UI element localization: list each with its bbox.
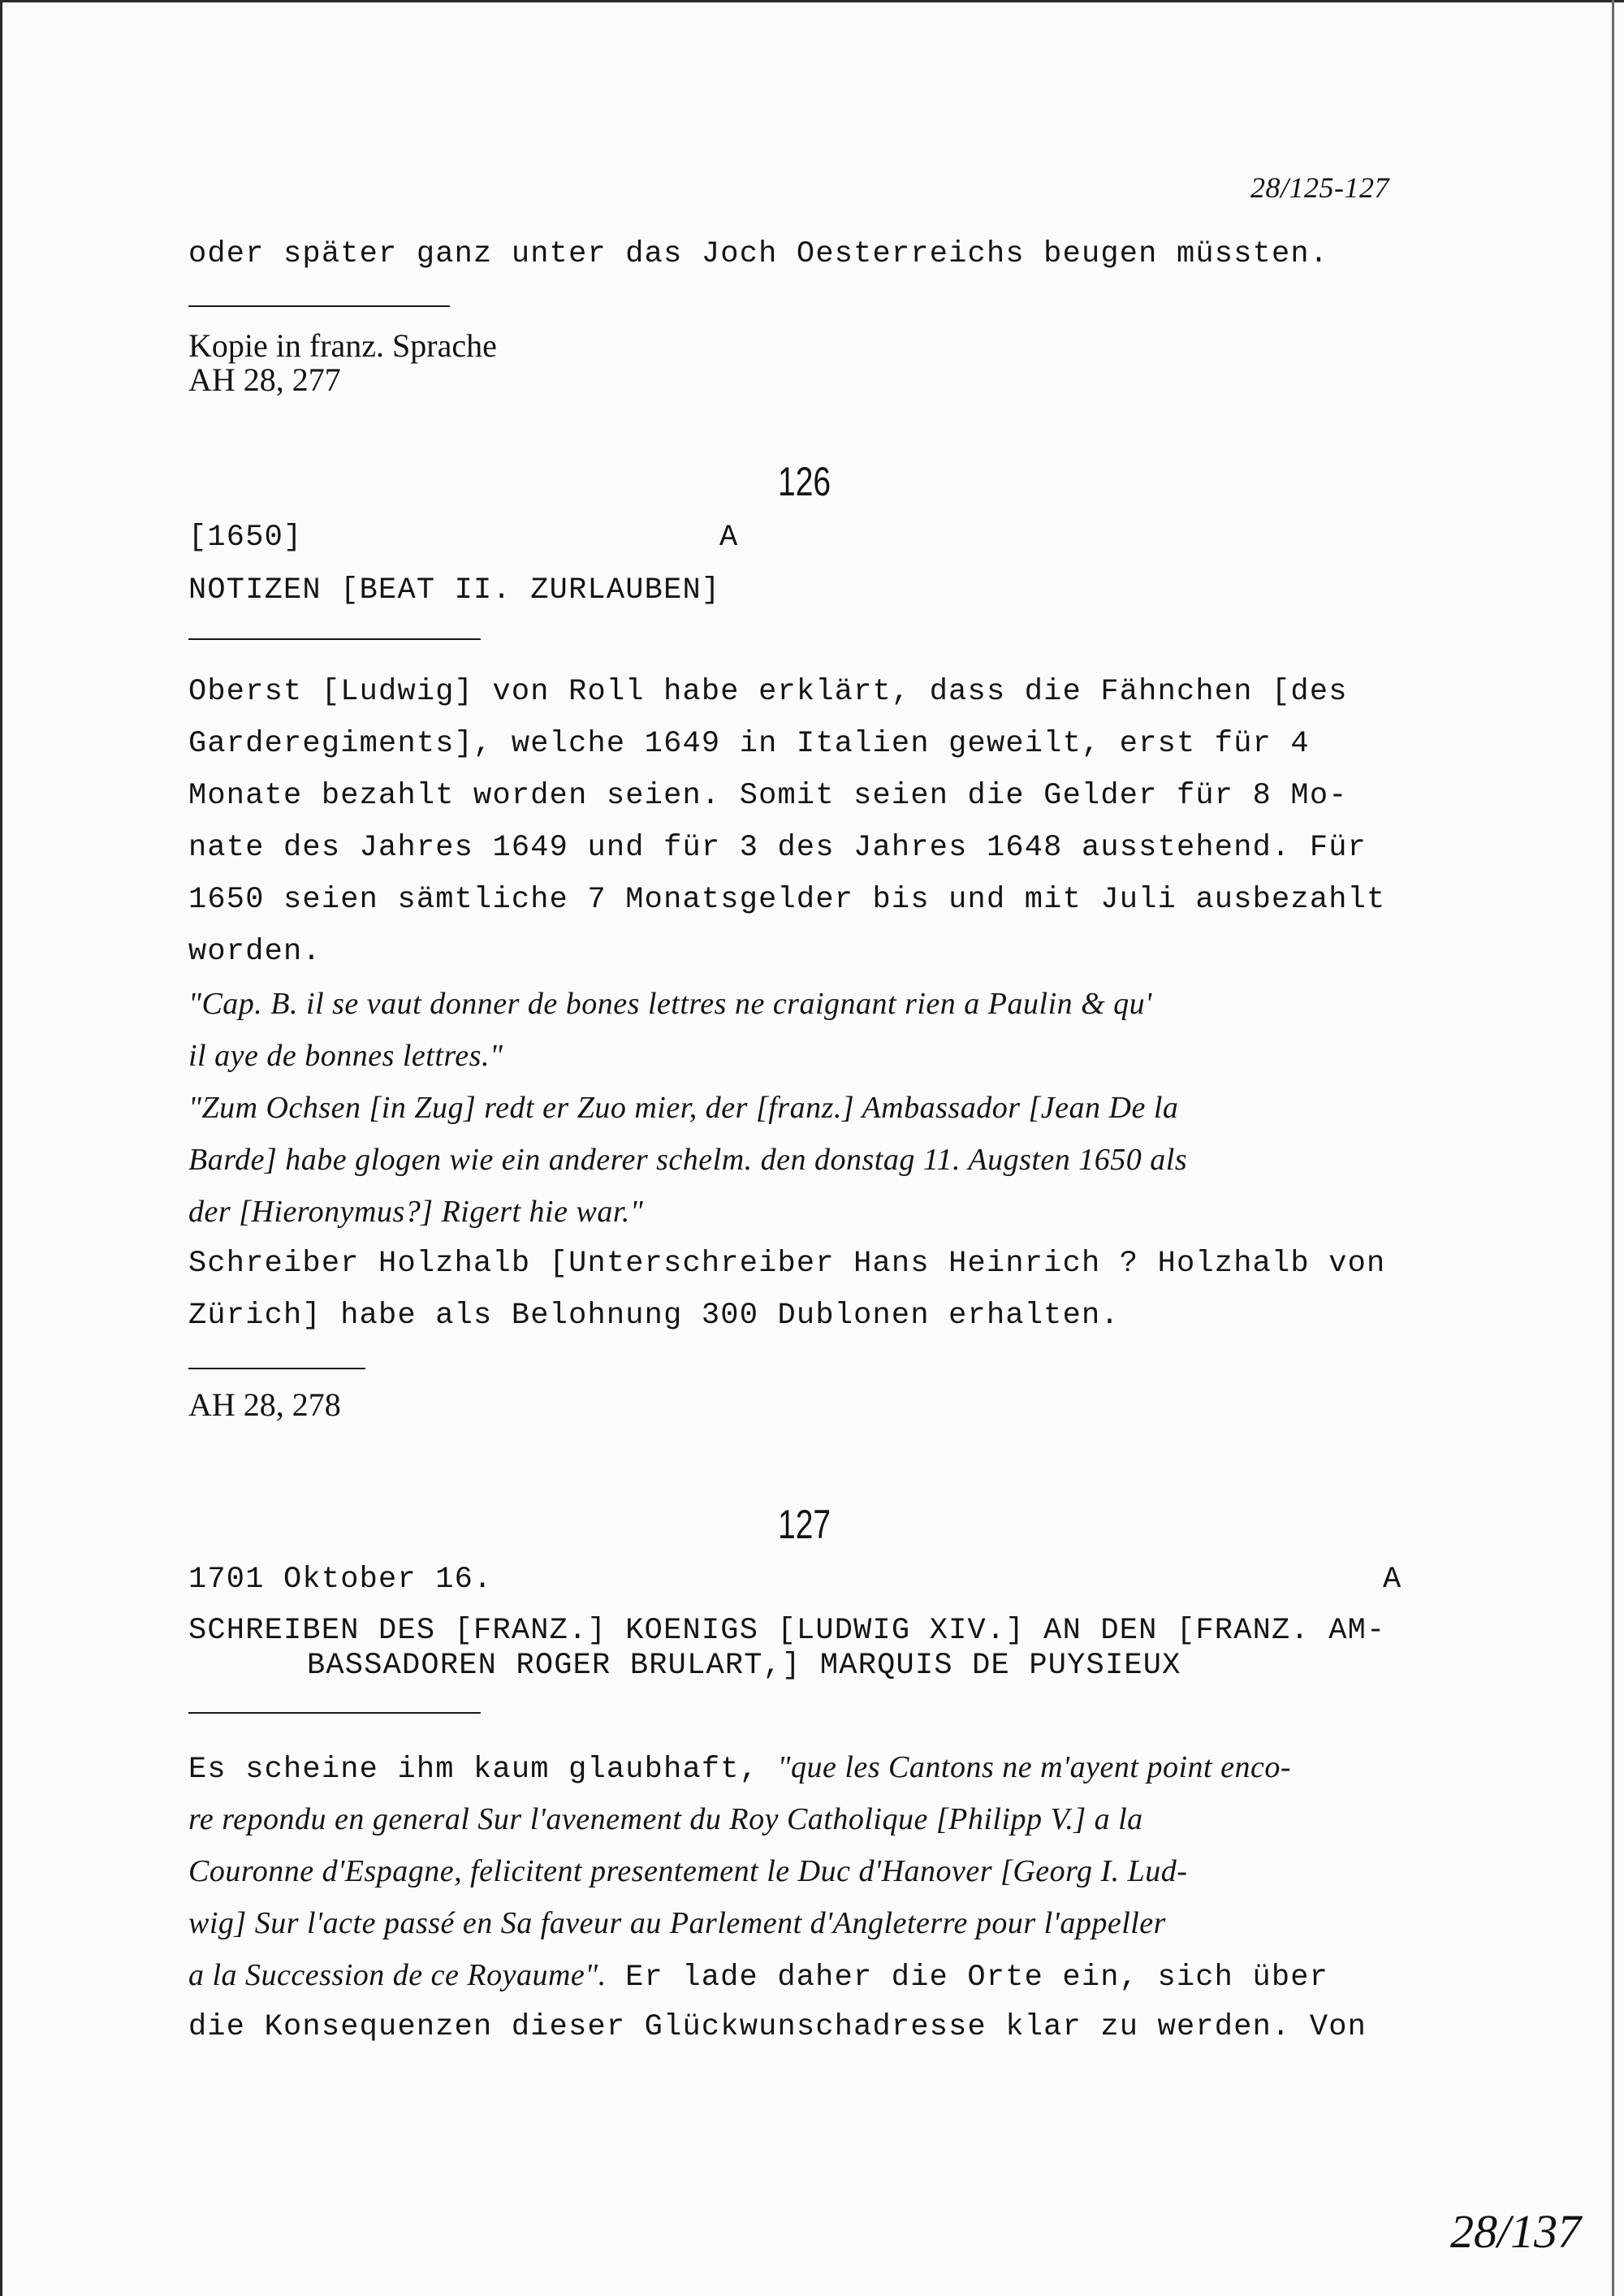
scan-edge-left: [0, 0, 2, 2296]
quote-line: wig] Sur l'acte passé en Sa faveur au Parlement d'Angleterre pour l'appeller: [188, 1906, 1166, 1940]
note-copy-language: Kopie in franz. Sprache: [188, 327, 497, 364]
body-line: Zürich] habe als Belohnung 300 Dublonen erhalten.: [188, 1299, 1120, 1333]
entry-127-title-line1: SCHREIBEN DES [FRANZ.] KOENIGS [LUDWIG XIV.] AN DEN [FRANZ. AM-: [188, 1614, 1386, 1648]
entry-127-body: [188, 1741, 1455, 2053]
body-text: Es scheine ihm kaum glaubhaft,: [188, 1753, 778, 1787]
quote-line: "Cap. B. il se vaut donner de bones lettres ne craignant rien a Paulin & qu': [188, 987, 1152, 1021]
quote-line: il aye de bonnes lettres.": [188, 1039, 503, 1073]
entry-number-127: 127: [778, 1502, 831, 1547]
body-line: worden.: [188, 935, 322, 969]
body-line: die Konsequenzen dieser Glückwunschadresse klar zu werden. Von: [188, 2010, 1367, 2044]
separator-rule: [188, 1712, 481, 1714]
entry-126-body: [188, 666, 1455, 1342]
continuation-text: oder später ganz unter das Joch Oesterreichs beugen müssten.: [188, 237, 1329, 271]
quote-line: Barde] habe glogen wie ein anderer schelm. den donstag 11. Augsten 1650 als: [188, 1143, 1188, 1177]
body-line: [188, 1741, 1455, 1793]
scan-edge-right: [1612, 0, 1614, 2296]
body-text: Er lade daher die Orte ein, sich über: [606, 1961, 1329, 1995]
body-line: Schreiber Holzhalb [Unterschreiber Hans Heinrich ? Holzhalb von: [188, 1247, 1386, 1281]
handwritten-folio-number: 28/137: [1450, 2205, 1582, 2258]
entry-126-title: NOTIZEN [BEAT II. ZURLAUBEN]: [188, 573, 721, 608]
page-reference: 28/125-127: [1250, 171, 1389, 204]
body-line: Garderegiments], welche 1649 in Italien geweilt, erst für 4: [188, 727, 1310, 761]
entry-126-grade: A: [719, 521, 739, 555]
quote-line: re repondu en general Sur l'avenement du Roy Catholique [Philipp V.] a la: [188, 1802, 1143, 1836]
quote-line: Couronne d'Espagne, felicitent presentement le Duc d'Hanover [Georg I. Lud-: [188, 1854, 1188, 1888]
quote-line: der [Hieronymus?] Rigert hie war.": [188, 1195, 644, 1229]
separator-rule: [188, 1368, 365, 1369]
entry-127-grade: A: [1383, 1563, 1402, 1597]
scan-edge-top: [0, 0, 1624, 2]
body-line: Oberst [Ludwig] von Roll habe erklärt, dass die Fähnchen [des: [188, 675, 1348, 709]
entry-126-date: [1650]: [188, 521, 303, 555]
entry-127-date: 1701 Oktober 16.: [188, 1563, 493, 1597]
quote-text: a la Succession de ce Royaume".: [188, 1958, 607, 1992]
entry-number-126: 126: [778, 459, 831, 504]
entry-126-source: AH 28, 278: [188, 1386, 341, 1423]
body-line: [188, 1949, 1455, 2001]
body-line: 1650 seien sämtliche 7 Monatsgelder bis und mit Juli ausbezahlt: [188, 883, 1386, 917]
note-source-ref: AH 28, 277: [188, 361, 341, 398]
quote-text: "que les Cantons ne m'ayent point enco-: [777, 1750, 1291, 1784]
separator-rule: [188, 305, 450, 307]
body-line: Monate bezahlt worden seien. Somit seien die Gelder für 8 Mo-: [188, 779, 1348, 813]
entry-127-title-line2: BASSADOREN ROGER BRULART,] MARQUIS DE PUYSIEUX: [307, 1649, 1181, 1683]
quote-line: "Zum Ochsen [in Zug] redt er Zuo mier, der [franz.] Ambassador [Jean De la: [188, 1091, 1179, 1125]
separator-rule: [188, 638, 481, 640]
body-line: nate des Jahres 1649 und für 3 des Jahres 1648 ausstehend. Für: [188, 831, 1367, 865]
